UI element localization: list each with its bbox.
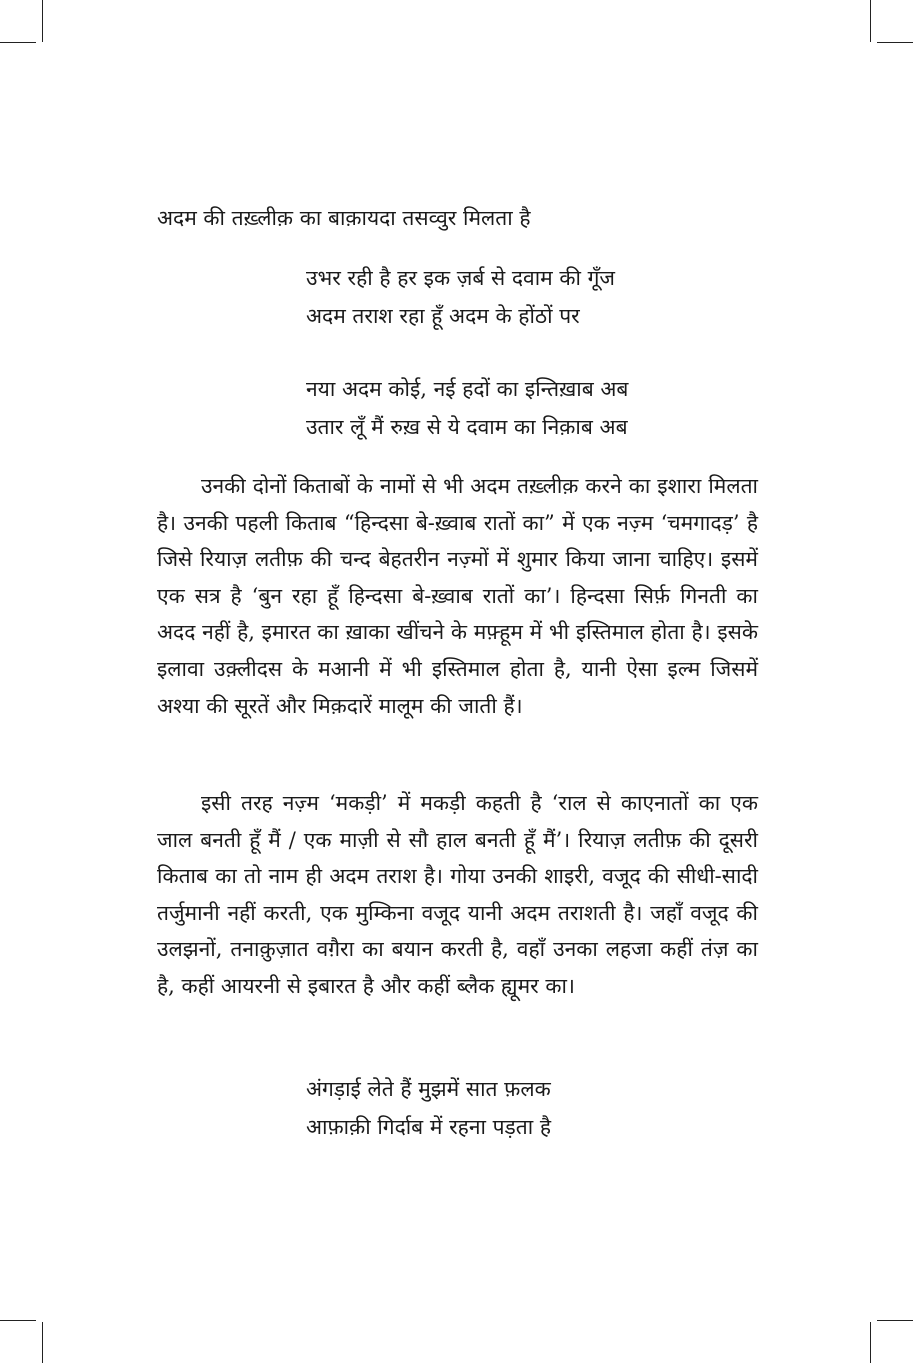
couplet-1 — [306, 259, 615, 335]
couplet-3 — [306, 1070, 551, 1146]
body-paragraph-2: इसी तरह नज़्म ‘मकड़ी’ में मकड़ी कहती है ‘राल से काएनातों का एक जाल बनती हूँ मैं / एक माज़ी से सौ हाल बनती हूँ मैं’। रियाज़ लतीफ़ की दूसरी किताब का तो नाम ही अदम तराश है। गोया उनकी शाइरी, वजूद की सीधी-सादी तर्जुमानी नहीं करती, एक मुम्किना वजूद यानी अदम तराशती है। जहाँ वजूद की उलझनों, तनाक़ुज़ात वग़ैरा का बयान करती है, वहाँ उनका लहजा कहीं तंज़ का है, कहीं आयरनी से इबारत है और कहीं ब्लैक ह्यूमर का। — [157, 791, 758, 998]
couplet-line: नया अदम कोई, नई हदों का इन्तिख़ाब अब — [306, 377, 629, 401]
couplet-line: अंगड़ाई लेते हैं मुझमें सात फ़लक — [306, 1077, 551, 1101]
crop-mark-top-right-vertical — [870, 0, 871, 42]
crop-mark-bottom-left-vertical — [42, 1322, 43, 1363]
crop-mark-bottom-left-horizontal — [0, 1320, 36, 1321]
couplet-line: आफ़ाक़ी गिर्दाब में रहना पड़ता है — [306, 1115, 551, 1139]
crop-mark-top-left-vertical — [42, 0, 43, 42]
crop-mark-top-left-horizontal — [0, 42, 36, 43]
couplet-line: उतार लूँ मैं रुख़ से ये दवाम का निक़ाब अब — [306, 415, 628, 439]
couplet-line: अदम तराश रहा हूँ अदम के होंठों पर — [306, 304, 580, 328]
crop-mark-top-right-horizontal — [877, 42, 913, 43]
crop-mark-bottom-right-horizontal — [877, 1320, 913, 1321]
crop-mark-bottom-right-vertical — [870, 1322, 871, 1363]
intro-line: अदम की तख़्लीक़ का बाक़ायदा तसव्वुर मिलता है — [157, 206, 531, 230]
body-paragraph-1: उनकी दोनों किताबों के नामों से भी अदम तख़्लीक़ करने का इशारा मिलता है। उनकी पहली किताब “हिन्दसा बे-ख़्वाब रातों का” में एक नज़्म ‘चमगादड़’ है जिसे रियाज़ लतीफ़ की चन्द बेहतरीन नज़्मों में शुमार किया जाना चाहिए। इसमें एक सत्र है ‘बुन रहा हूँ हिन्दसा बे-ख़्वाब रातों का’। हिन्दसा सिर्फ़ गिनती का अदद नहीं है, इमारत का ख़ाका खींचने के मफ़्हूम में भी इस्तिमाल होता है। इसके इलावा उक़्लीदस के मआनी में भी इस्तिमाल होता है, यानी ऐसा इल्म जिसमें अश्या की सूरतें और मिक़दारें मालूम की जाती हैं। — [157, 474, 758, 718]
couplet-2 — [306, 370, 628, 446]
couplet-line: उभर रही है हर इक ज़र्ब से दवाम की गूँज — [306, 266, 616, 290]
